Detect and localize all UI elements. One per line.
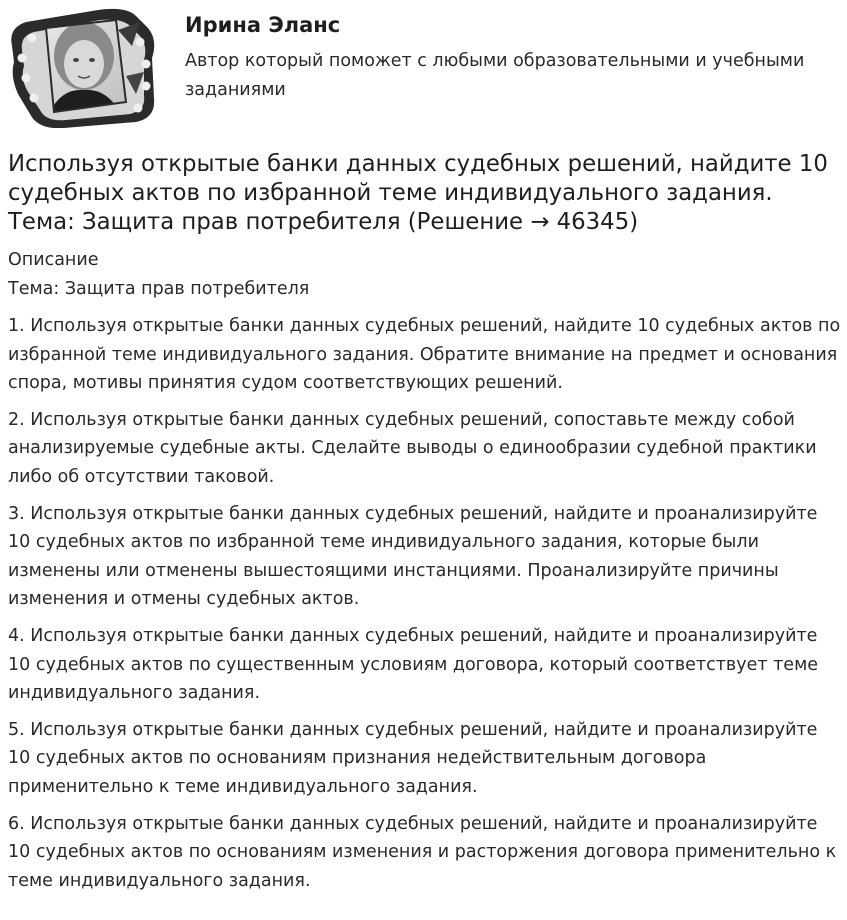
task-item: 1. Используя открытые банки данных судебных решений, найдите 10 судебных актов по избранной теме индивидуального задания. Обратите внимание на предмет и основания спора, мотивы принятия судом соответствующих решений. bbox=[8, 316, 841, 394]
description-topic: Тема: Защита прав потребителя bbox=[8, 279, 310, 299]
task-item: 4. Используя открытые банки данных судебных решений, найдите и проанализируйте 10 судебных актов по существенным условиям договора, который соответствует теме индивидуального задания. bbox=[8, 625, 819, 704]
author-info bbox=[185, 10, 825, 105]
task-item: 2. Используя открытые банки данных судебных решений, сопоставьте между собой анализируемые судебные акты. Сделайте выводы о единообразии судебной практики либо об отсутствии таковой. bbox=[8, 409, 817, 487]
task-item: 5. Используя открытые банки данных судебных решений, найдите и проанализируйте 10 судебных актов по основаниям признания недействительным договора применительно к теме индивидуального задания. bbox=[8, 719, 818, 797]
author-card bbox=[8, 6, 838, 130]
task-title: Используя открытые банки данных судебных решений, найдите 10 судебных актов по избранной теме индивидуального задания. Тема: Защита прав потребителя (Решение → 46345) bbox=[8, 151, 828, 235]
task-items-list bbox=[8, 312, 844, 895]
task-item: 3. Используя открытые банки данных судебных решений, найдите и проанализируйте 10 судебных актов по избранной теме индивидуального задания, которые были изменены или отменены вышестоящими инстанциями. Проанализируйте причины изменения и отмены судебных актов. bbox=[8, 503, 818, 610]
author-description: Автор который поможет с любыми образовательными и учебными заданиями bbox=[185, 51, 805, 100]
description-heading: Описание bbox=[8, 250, 99, 270]
task-item: 6. Используя открытые банки данных судебных решений, найдите и проанализируйте 10 судебных актов по основаниям изменения и расторжения договора применительно к теме индивидуального задания. bbox=[8, 813, 837, 891]
author-avatar bbox=[8, 6, 158, 128]
author-name[interactable]: Ирина Эланс bbox=[185, 13, 341, 37]
description-section bbox=[8, 246, 844, 903]
